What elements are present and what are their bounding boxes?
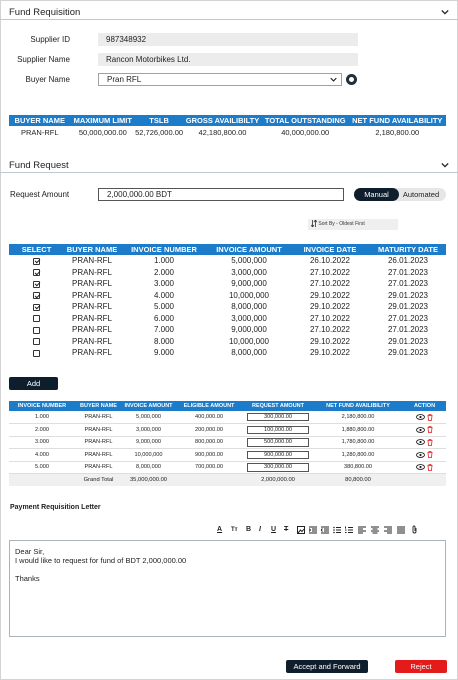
cell: 3.000 xyxy=(9,436,75,449)
text-size-icon[interactable]: Tт xyxy=(231,527,238,533)
gear-icon[interactable] xyxy=(346,74,357,85)
align-left-icon[interactable] xyxy=(358,526,366,534)
cell: PRAN-RFL xyxy=(71,256,112,266)
cell: 1,880,800.00 xyxy=(313,424,403,437)
bullet-list-icon[interactable] xyxy=(333,526,341,534)
cell: 8,000,000 xyxy=(231,302,267,312)
cell: 8,000,000 xyxy=(122,461,175,474)
select-checkbox[interactable] xyxy=(33,304,40,311)
underline-icon[interactable]: U xyxy=(271,526,277,533)
editor-toolbar xyxy=(213,525,445,535)
cell: 1.000 xyxy=(153,256,175,266)
cell: 3,000,000 xyxy=(231,267,267,277)
view-icon[interactable] xyxy=(416,439,425,445)
cell: 1.000 xyxy=(9,411,75,424)
cell: 400,000.00 xyxy=(175,411,243,424)
cell: 9,000,000 xyxy=(122,436,175,449)
col-net-fund-availability: NET FUND AVAILABILITY xyxy=(349,115,446,126)
numbered-list-icon[interactable] xyxy=(345,526,353,534)
cell: 7.000 xyxy=(153,325,175,335)
cell: 5.000 xyxy=(9,461,75,474)
outdent-icon[interactable] xyxy=(321,526,329,534)
cell: 10,000,000 xyxy=(228,290,270,300)
cell: 29.10.2022 xyxy=(309,302,351,312)
cell: PRAN-RFL xyxy=(71,302,112,312)
supplier-name-label: Supplier Name xyxy=(17,55,70,64)
cell: 26.01.2023 xyxy=(387,256,429,266)
add-button[interactable]: Add xyxy=(9,377,58,390)
request-amount-input[interactable]: 2,000,000.00 BDT xyxy=(98,188,344,201)
table-row xyxy=(9,301,446,313)
select-checkbox[interactable] xyxy=(33,315,40,322)
cell: 10,000,000 xyxy=(228,336,270,346)
table-row xyxy=(9,449,446,462)
cell: 27.10.2022 xyxy=(309,267,351,277)
cell: 2,180,800.00 xyxy=(313,411,403,424)
delete-icon[interactable] xyxy=(427,439,433,446)
view-icon[interactable] xyxy=(416,427,425,433)
cell: PRAN-RFL xyxy=(75,461,122,474)
grand-total-net: 80,800.00 xyxy=(313,474,403,486)
request-amount-input[interactable]: 900,000.00 xyxy=(247,451,309,460)
indent-icon[interactable] xyxy=(309,526,317,534)
col-invoice-number: INVOICE NUMBER xyxy=(9,401,75,411)
delete-icon[interactable] xyxy=(427,426,433,433)
mode-toggle xyxy=(354,188,446,201)
request-amount-label: Request Amount xyxy=(10,190,70,199)
section-title: Fund Request xyxy=(9,160,69,171)
attachment-icon[interactable] xyxy=(411,525,418,534)
col-buyer-name: BUYER NAME xyxy=(9,115,71,126)
cell: 27.01.2023 xyxy=(387,279,429,289)
cell: 9,000,000 xyxy=(231,279,267,289)
request-amount-input[interactable]: 300,000.00 xyxy=(247,413,309,422)
select-checkbox[interactable] xyxy=(33,269,40,276)
manual-mode-button[interactable]: Manual xyxy=(354,188,399,201)
sort-icon xyxy=(311,220,317,227)
supplier-id-label: Supplier ID xyxy=(30,35,70,44)
cell: 8.000 xyxy=(153,336,175,346)
cell: PRAN-RFL xyxy=(75,449,122,462)
select-checkbox[interactable] xyxy=(33,350,40,357)
cell: PRAN-RFL xyxy=(75,411,122,424)
cell: 900,000.00 xyxy=(175,449,243,462)
request-amount-input[interactable]: 500,000.00 xyxy=(247,438,309,447)
col-eligible-amount: ELIGIBLE AMOUNT xyxy=(175,401,243,411)
cell: PRAN-RFL xyxy=(71,325,112,335)
table-row xyxy=(9,290,446,302)
letter-title: Payment Requisition Letter xyxy=(10,504,101,511)
cell: 5,000,000 xyxy=(122,411,175,424)
fund-requisition-header[interactable] xyxy=(0,6,458,20)
table-row xyxy=(9,267,446,279)
fund-request-header[interactable] xyxy=(0,159,458,173)
table-row xyxy=(9,347,446,359)
table-row xyxy=(9,313,446,325)
cell: 27.01.2023 xyxy=(387,325,429,335)
request-amount-input[interactable]: 100,000.00 xyxy=(247,426,309,435)
col-invoice-amount: INVOICE AMOUNT xyxy=(208,244,290,255)
invoice-table xyxy=(9,244,446,359)
cell: 27.10.2022 xyxy=(309,313,351,323)
cell: PRAN-RFL xyxy=(75,424,122,437)
cell: PRAN-RFL xyxy=(21,127,59,137)
limits-table xyxy=(9,115,446,138)
table-row xyxy=(9,411,446,424)
cell: 29.01.2023 xyxy=(387,290,429,300)
cell: 3,000,000 xyxy=(122,424,175,437)
selected-invoices-table xyxy=(9,401,446,486)
letter-line: Thanks xyxy=(15,574,40,583)
col-invoice-number: INVOICE NUMBER xyxy=(120,244,208,255)
cell: 3.000 xyxy=(153,279,175,289)
cell: 26.10.2022 xyxy=(309,256,351,266)
letter-line: Dear Sir, xyxy=(15,547,45,556)
accept-and-forward-button[interactable]: Accept and Forward xyxy=(286,660,368,673)
table-row xyxy=(9,336,446,348)
buyer-name-select[interactable] xyxy=(98,73,342,86)
supplier-name-field: Rancon Motorbikes Ltd. xyxy=(98,53,358,66)
cell: 3,000,000 xyxy=(231,313,267,323)
grand-total-row xyxy=(9,474,446,486)
cell: PRAN-RFL xyxy=(71,267,112,277)
bold-icon[interactable]: B xyxy=(246,526,252,533)
cell: 5,000,000 xyxy=(231,256,267,266)
cell: 27.01.2023 xyxy=(387,313,429,323)
cell: 380,800.00 xyxy=(313,461,403,474)
chevron-down-icon xyxy=(330,76,337,83)
cell: 52,726,000.00 xyxy=(135,127,184,137)
table-row xyxy=(9,278,446,290)
col-invoice-amount: INVOICE AMOUNT xyxy=(122,401,175,411)
cell: 9,000,000 xyxy=(231,325,267,335)
reject-button[interactable]: Reject xyxy=(395,660,447,673)
section-title: Fund Requisition xyxy=(9,7,81,18)
cell: 2,180,800.00 xyxy=(375,127,420,137)
delete-icon[interactable] xyxy=(427,414,433,421)
letter-line: I would like to request for fund of BDT 2,000,000.00 xyxy=(15,556,187,565)
cell: 27.10.2022 xyxy=(309,279,351,289)
col-tslb: TSLB xyxy=(135,115,183,126)
grand-total-request: 2,000,000.00 xyxy=(243,474,313,486)
col-buyer-name: BUYER NAME xyxy=(64,244,120,255)
cell: 6.000 xyxy=(153,313,175,323)
col-maturity-date: MATURITY DATE xyxy=(370,244,446,255)
font-color-icon[interactable]: A xyxy=(217,526,223,533)
align-center-icon[interactable] xyxy=(371,526,379,534)
buyer-name-label: Buyer Name xyxy=(25,75,70,84)
cell: PRAN-RFL xyxy=(71,279,112,289)
cell: 27.01.2023 xyxy=(387,267,429,277)
cell: 50,000,000.00 xyxy=(78,127,127,137)
select-checkbox[interactable] xyxy=(33,258,40,265)
align-right-icon[interactable] xyxy=(384,526,392,534)
col-invoice-date: INVOICE DATE xyxy=(290,244,370,255)
col-gross-availability: GROSS AVAILIBILTY xyxy=(183,115,262,126)
table-row xyxy=(9,255,446,267)
chevron-down-icon[interactable] xyxy=(441,8,449,16)
grand-total-invoice-amount: 35,000,000.00 xyxy=(122,474,175,486)
cell: 29.10.2022 xyxy=(309,348,351,358)
align-justify-icon[interactable] xyxy=(397,526,405,534)
select-checkbox[interactable] xyxy=(33,292,40,299)
cell: 1,780,800.00 xyxy=(313,436,403,449)
cell: 27.10.2022 xyxy=(309,325,351,335)
view-icon[interactable] xyxy=(416,414,425,420)
delete-icon[interactable] xyxy=(427,464,433,471)
table-row xyxy=(9,126,446,138)
cell: 29.10.2022 xyxy=(309,290,351,300)
cell: 1,280,800.00 xyxy=(313,449,403,462)
col-buyer-name: BUYER NAME xyxy=(75,401,122,411)
view-icon[interactable] xyxy=(416,464,425,470)
cell: 10,000,000 xyxy=(122,449,175,462)
col-net-fund-availability: NET FUND AVAILIBILITY xyxy=(313,401,403,411)
cell: 40,000,000.00 xyxy=(281,127,330,137)
cell: 29.01.2023 xyxy=(387,336,429,346)
cell: 4.000 xyxy=(153,290,175,300)
table-row xyxy=(9,324,446,336)
buyer-name-value: Pran RFL xyxy=(107,75,142,84)
cell: 4.000 xyxy=(9,449,75,462)
cell: PRAN-RFL xyxy=(71,348,112,358)
chevron-down-icon[interactable] xyxy=(441,161,449,169)
col-total-outstanding: TOTAL OUTSTANDING xyxy=(262,115,349,126)
cell: 29.10.2022 xyxy=(309,336,351,346)
cell: PRAN-RFL xyxy=(71,313,112,323)
sort-button[interactable] xyxy=(308,219,398,230)
cell: PRAN-RFL xyxy=(71,290,112,300)
image-icon[interactable] xyxy=(297,526,305,534)
select-checkbox[interactable] xyxy=(33,327,40,334)
view-icon[interactable] xyxy=(416,452,425,458)
italic-icon[interactable]: I xyxy=(259,526,261,533)
cell: 200,000.00 xyxy=(175,424,243,437)
table-row xyxy=(9,436,446,449)
sort-label: Sort By - Oldest First xyxy=(318,221,365,227)
select-checkbox[interactable] xyxy=(33,281,40,288)
cell: 29.01.2023 xyxy=(387,348,429,358)
cell: PRAN-RFL xyxy=(75,436,122,449)
request-amount-input[interactable]: 300,000.00 xyxy=(247,463,309,472)
cell: 2.000 xyxy=(153,267,175,277)
cell: 700,000.00 xyxy=(175,461,243,474)
col-maximum-limit: MAXIMUM LIMIT xyxy=(71,115,136,126)
table-row xyxy=(9,461,446,474)
cell: 8,000,000 xyxy=(231,348,267,358)
grand-total-label: Grand Total xyxy=(75,474,122,486)
automated-mode-button[interactable]: Automated xyxy=(402,190,440,199)
table-row xyxy=(9,424,446,437)
cell: 2.000 xyxy=(9,424,75,437)
col-request-amount: REQUEST AMOUNT xyxy=(243,401,313,411)
cell: 29.01.2023 xyxy=(387,302,429,312)
delete-icon[interactable] xyxy=(427,451,433,458)
cell: 5.000 xyxy=(153,302,175,312)
col-action: ACTION xyxy=(403,401,446,411)
supplier-id-field: 987348932 xyxy=(98,33,358,46)
cell: 42,180,800.00 xyxy=(198,127,247,137)
cell: PRAN-RFL xyxy=(71,336,112,346)
select-checkbox[interactable] xyxy=(33,338,40,345)
cell: 800,000.00 xyxy=(175,436,243,449)
cell: 9.000 xyxy=(153,348,175,358)
col-select: SELECT xyxy=(9,244,64,255)
strikethrough-icon[interactable]: T xyxy=(284,526,289,533)
letter-editor[interactable] xyxy=(9,540,446,637)
